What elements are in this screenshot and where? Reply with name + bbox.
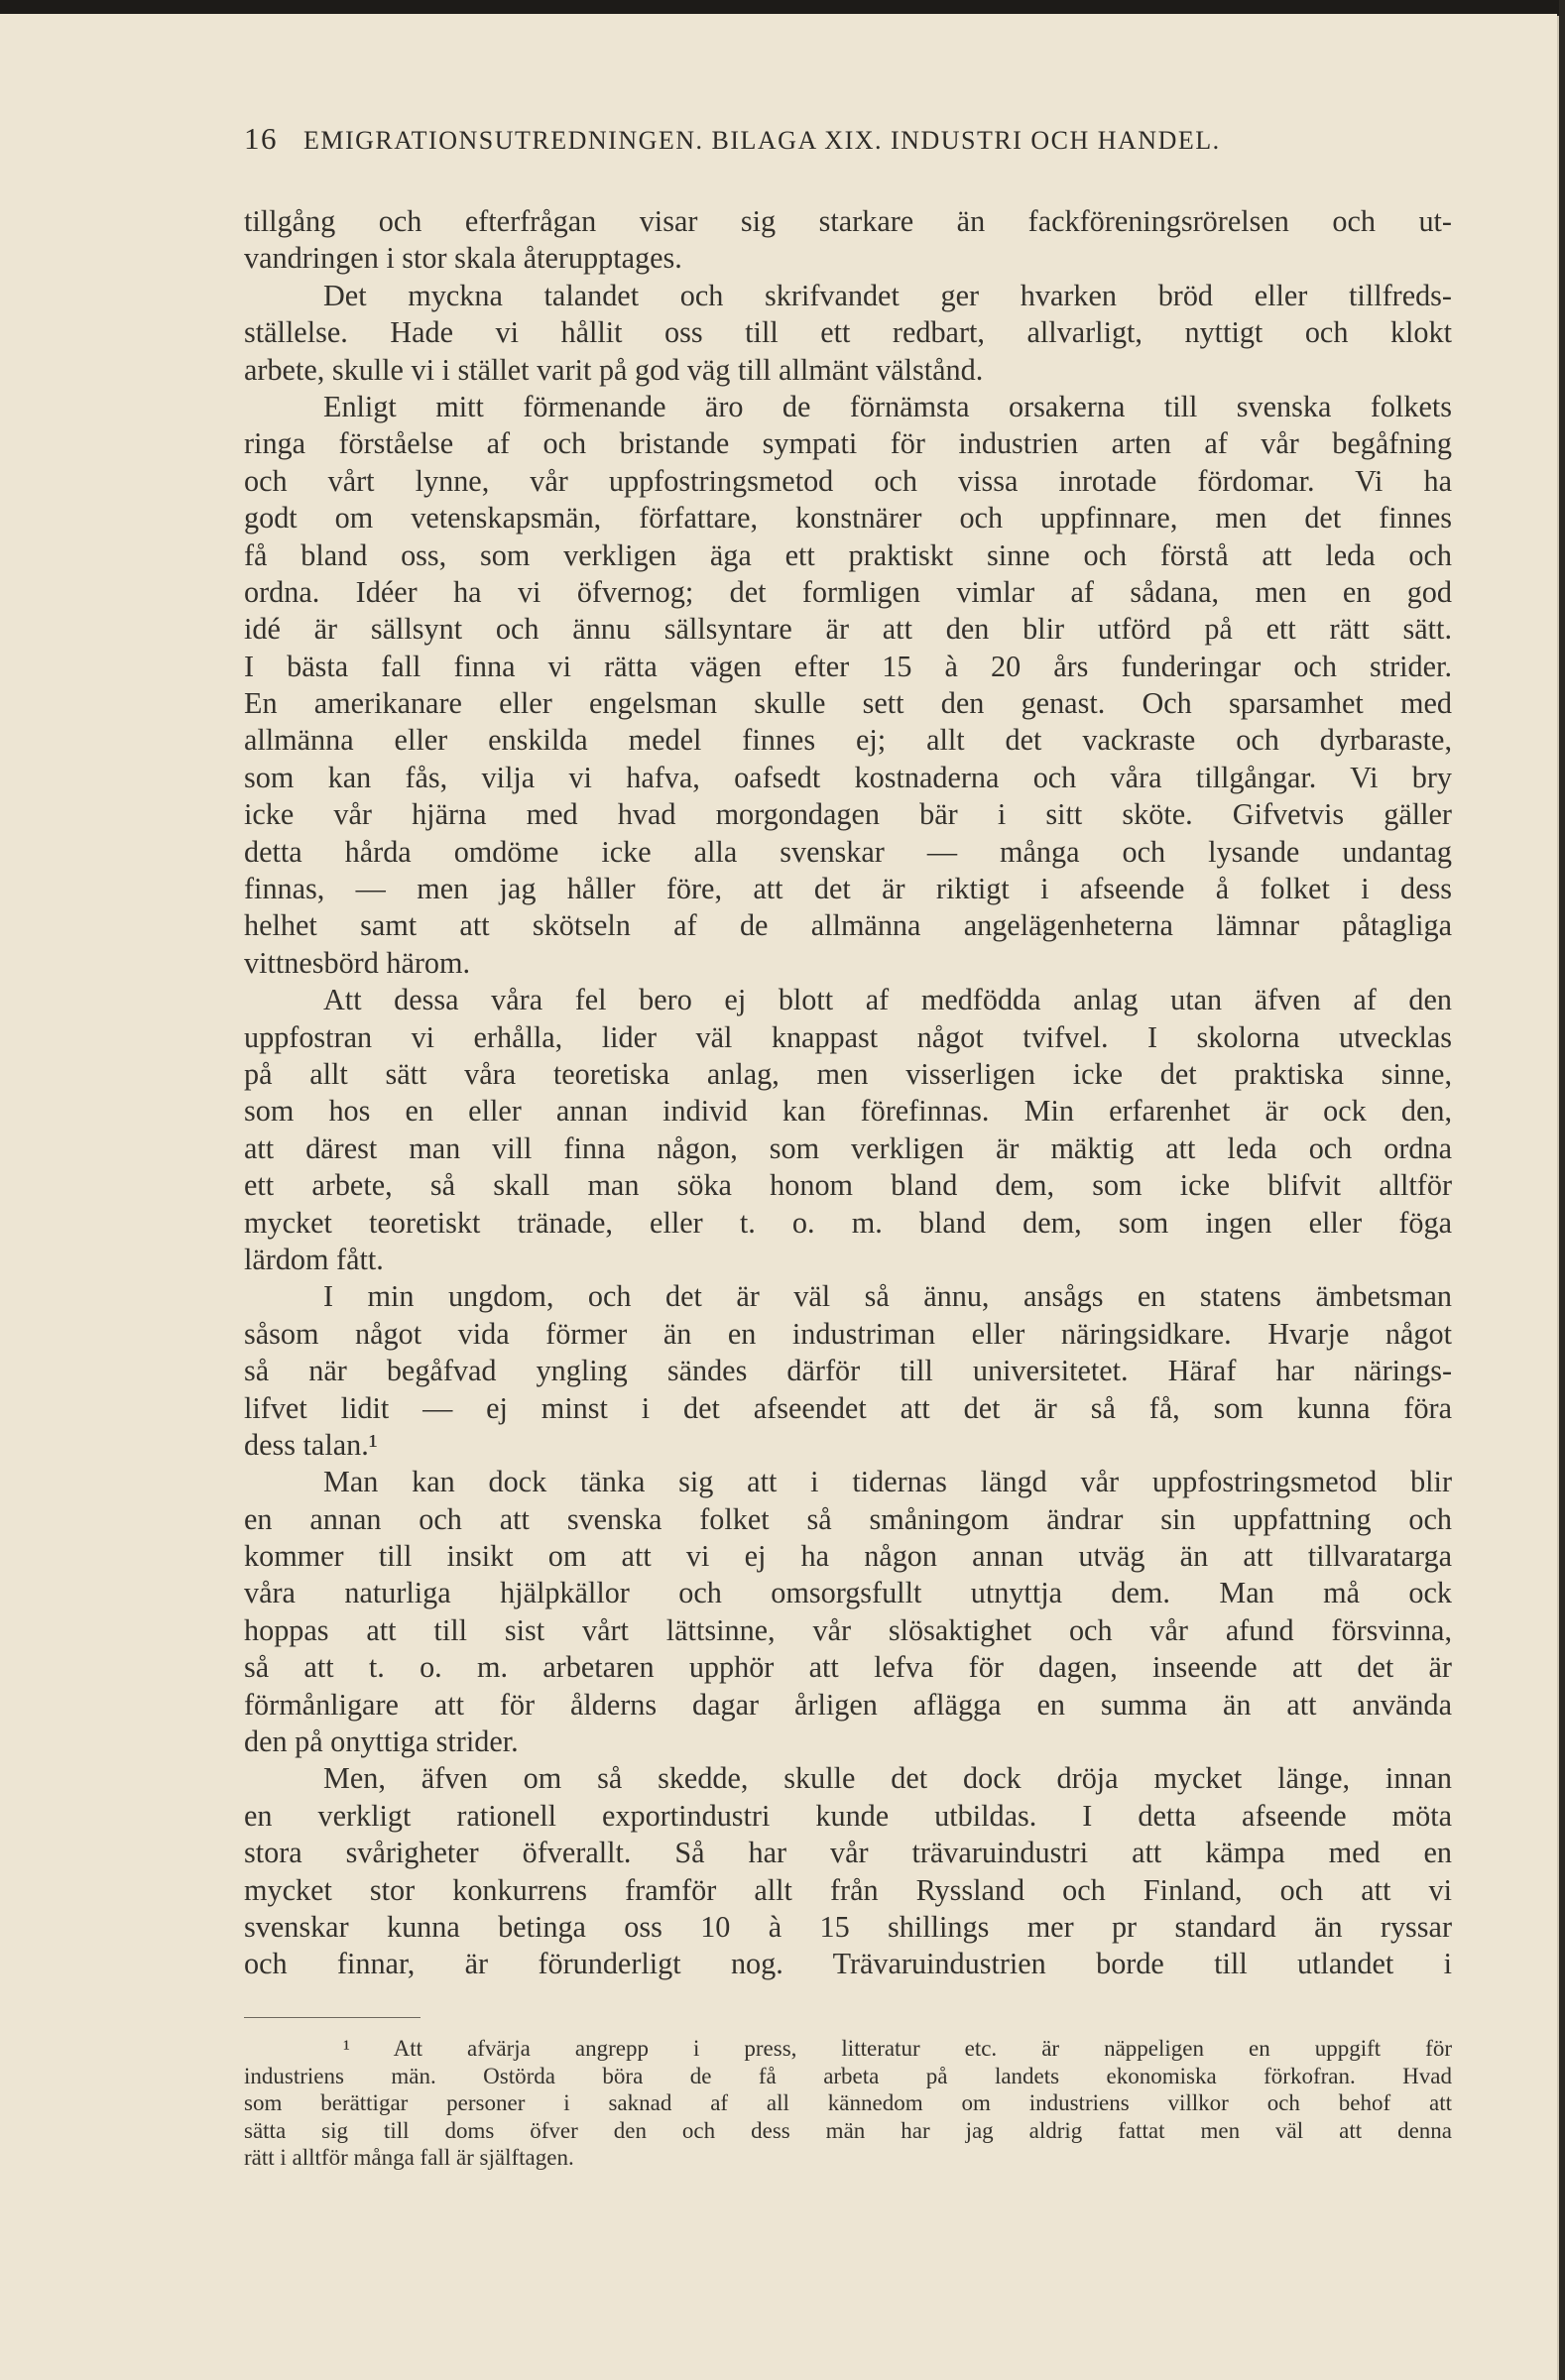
- footnote-line: rätt i alltför många fall är själftagen.: [244, 2145, 574, 2171]
- text-line: ringa förståelse af och bristande sympati för industrien arten af vår begåfning: [244, 426, 1452, 461]
- text-line: vandringen i stor skala återupptages.: [244, 241, 682, 276]
- text-line: och finnar, är förunderligt nog. Trävaruindustrien borde till utlandet i: [244, 1947, 1452, 1981]
- text-line: en verkligt rationell exportindustri kunde utbildas. I detta afseende möta: [244, 1798, 1452, 1833]
- footnote-line: ¹ Att afvärja angrepp i press, litteratur etc. är näppeligen en uppgift för: [343, 2036, 1452, 2061]
- text-line: dess talan.¹: [244, 1427, 378, 1462]
- text-line: Enligt mitt förmenande äro de förnämsta orsakerna till svenska folkets: [323, 389, 1452, 423]
- text-line: vittnesbörd härom.: [244, 945, 471, 980]
- text-line: ställelse. Hade vi hållit oss till ett redbart, allvarligt, nyttigt och klokt: [244, 315, 1452, 350]
- text-line: kommer till insikt om att vi ej ha någon annan utväg än att tillvaratarga: [244, 1539, 1452, 1574]
- text-line: som kan fås, vilja vi hafva, oafsedt kostnaderna och våra tillgångar. Vi bry: [244, 760, 1452, 794]
- running-header: [244, 121, 1454, 157]
- text-line: mycket stor konkurrens framför allt från Ryssland och Finland, och att vi: [244, 1872, 1452, 1907]
- text-line: godt om vetenskapsmän, författare, konstnärer och uppfinnare, men det finnes: [244, 501, 1452, 536]
- text-line: Man kan dock tänka sig att i tidernas längd vår uppfostringsmetod blir: [323, 1465, 1452, 1499]
- text-line: I bästa fall finna vi rätta vägen efter 15 à 20 års funderingar och strider.: [244, 649, 1452, 683]
- footnote-rule: [244, 2017, 421, 2018]
- text-line: såsom något vida förmer än en industriman eller näringsidkare. Hvarje något: [244, 1316, 1452, 1351]
- scan-right-edge: [1559, 0, 1565, 2380]
- text-line: mycket teoretiskt tränade, eller t. o. m. bland dem, som ingen eller föga: [244, 1205, 1452, 1240]
- text-line: som hos en eller annan individ kan förefinnas. Min erfarenhet är ock den,: [244, 1094, 1452, 1129]
- text-line: icke vår hjärna med hvad morgondagen bär i sitt sköte. Gifvetvis gäller: [244, 797, 1452, 832]
- text-line: att därest man vill finna någon, som verkligen är mäktig att leda och ordna: [244, 1130, 1452, 1165]
- text-line: lärdom fått.: [244, 1242, 384, 1276]
- text-line: finnas, — men jag håller före, att det är riktigt i afseende å folket i dess: [244, 872, 1452, 906]
- footnote-line: sätta sig till doms öfver den och dess män har jag aldrig fattat men väl att denna: [244, 2117, 1452, 2143]
- text-line: Det myckna talandet och skrifvandet ger hvarken bröd eller tillfreds-: [323, 278, 1452, 312]
- text-line: våra naturliga hjälpkällor och omsorgsfullt utnyttja dem. Man må ock: [244, 1576, 1452, 1610]
- text-line: allmänna eller enskilda medel finnes ej; allt det vackraste och dyrbaraste,: [244, 723, 1452, 758]
- footnotes: [244, 2035, 1452, 2172]
- running-title: EMIGRATIONSUTREDNINGEN. BILAGA XIX. INDUSTRI OCH HANDEL.: [303, 126, 1221, 155]
- text-line: En amerikanare eller engelsman skulle sett den genast. Och sparsamhet med: [244, 686, 1452, 721]
- page-number: 16: [244, 121, 278, 156]
- text-line: Men, äfven om så skedde, skulle det dock dröja mycket länge, innan: [323, 1761, 1452, 1796]
- body-text: [244, 203, 1452, 1983]
- text-line: ett arbete, så skall man söka honom bland dem, som icke blifvit alltför: [244, 1168, 1452, 1203]
- text-line: helhet samt att skötseln af de allmänna angelägenheterna lämnar påtagliga: [244, 908, 1452, 943]
- text-line: Att dessa våra fel bero ej blott af medfödda anlag utan äfven af den: [323, 983, 1452, 1017]
- text-line: få bland oss, som verkligen äga ett praktiskt sinne och förstå att leda och: [244, 537, 1452, 572]
- text-line: förmånligare att för ålderns dagar årligen aflägga en summa än att använda: [244, 1687, 1452, 1722]
- text-line: en annan och att svenska folket så småningom ändrar sin uppfattning och: [244, 1501, 1452, 1536]
- text-line: tillgång och efterfrågan visar sig starkare än fackföreningsrörelsen och ut-: [244, 204, 1452, 238]
- text-line: uppfostran vi erhålla, lider väl knappast något tvifvel. I skolorna utvecklas: [244, 1019, 1452, 1054]
- text-line: så när begåfvad yngling sändes därför till universitetet. Häraf har närings-: [244, 1354, 1452, 1388]
- text-line: svenskar kunna betinga oss 10 à 15 shillings mer pr standard än ryssar: [244, 1909, 1452, 1944]
- text-line: och vårt lynne, vår uppfostringsmetod och vissa inrotade fördomar. Vi ha: [244, 463, 1452, 498]
- text-line: arbete, skulle vi i stället varit på god väg till allmänt välstånd.: [244, 352, 984, 387]
- text-line: så att t. o. m. arbetaren upphör att lefva för dagen, inseende att det är: [244, 1650, 1452, 1685]
- text-line: detta hårda omdöme icke alla svenskar — många och lysande undantag: [244, 834, 1452, 869]
- footnote-line: som berättigar personer i saknad af all kännedom om industriens villkor och behof att: [244, 2090, 1452, 2116]
- text-line: stora svårigheter öfverallt. Så har vår trävaruindustri att kämpa med en: [244, 1836, 1452, 1870]
- text-line: på allt sätt våra teoretiska anlag, men visserligen icke det praktiska sinne,: [244, 1056, 1452, 1091]
- footnote-line: industriens män. Ostörda böra de få arbeta på landets ekonomiska förkofran. Hvad: [244, 2063, 1452, 2088]
- text-line: lifvet lidit — ej minst i det afseendet att det är så få, som kunna föra: [244, 1390, 1452, 1425]
- text-line: I min ungdom, och det är väl så ännu, ansågs en statens ämbetsman: [323, 1279, 1452, 1314]
- text-line: ordna. Idéer ha vi öfvernog; det formligen vimlar af sådana, men en god: [244, 574, 1452, 609]
- text-line: idé är sällsynt och ännu sällsyntare är att den blir utförd på ett rätt sätt.: [244, 612, 1452, 647]
- text-line: den på onyttiga strider.: [244, 1725, 519, 1759]
- text-line: hoppas att till sist vårt lättsinne, vår slösaktighet och vår afund försvinna,: [244, 1612, 1452, 1647]
